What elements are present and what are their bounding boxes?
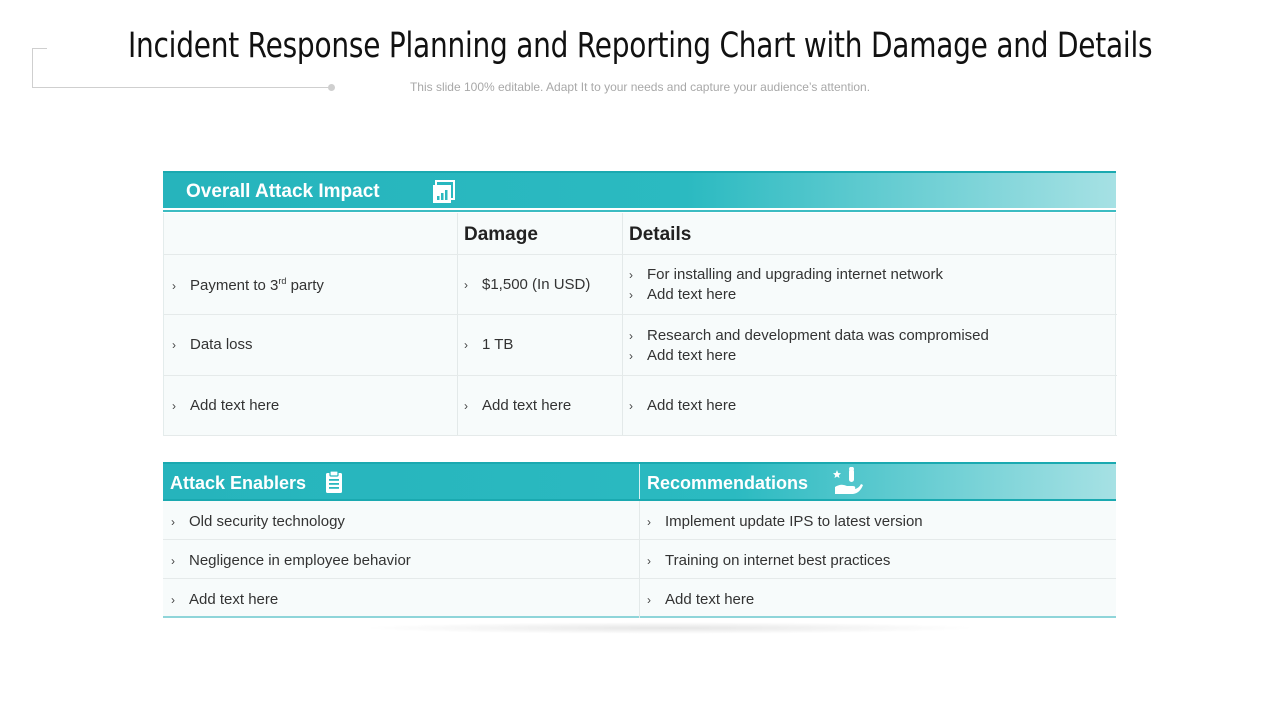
chevron-right-icon: › <box>647 554 651 568</box>
recommendation-text: Add text here <box>665 591 755 608</box>
row-divider <box>164 435 1117 436</box>
column-divider <box>457 213 458 436</box>
column-divider <box>622 213 623 436</box>
recommendation-item <box>647 552 890 569</box>
enabler-text: Old security technology <box>189 513 345 530</box>
impact-item-text: Add text here <box>190 397 280 414</box>
row-divider <box>163 578 1116 579</box>
chevron-right-icon: › <box>629 349 633 363</box>
column-header-damage: Damage <box>464 224 538 245</box>
enabler-item <box>171 591 278 608</box>
recommendations-header-title: Recommendations <box>647 473 809 493</box>
chevron-right-icon: › <box>171 554 175 568</box>
column-header-details: Details <box>629 224 692 245</box>
column-divider <box>639 501 640 618</box>
chevron-right-icon: › <box>464 278 468 292</box>
recommendation-item <box>647 591 754 608</box>
chevron-right-icon: › <box>629 288 633 302</box>
recommendation-item <box>647 513 923 530</box>
impact-header-bar <box>163 171 1116 208</box>
enabler-text: Negligence in employee behavior <box>189 552 411 569</box>
clipboard-icon <box>324 470 344 499</box>
header-column-divider <box>639 464 640 499</box>
details-cell <box>629 265 943 305</box>
chevron-right-icon: › <box>172 399 176 413</box>
chevron-right-icon: › <box>464 338 468 352</box>
enabler-item <box>171 552 411 569</box>
details-line <box>629 326 989 346</box>
chevron-right-icon: › <box>171 593 175 607</box>
impact-header-underline <box>163 210 1116 212</box>
details-cell <box>629 397 736 414</box>
impact-item-text: Payment to 3 <box>190 277 279 294</box>
recommendation-text: Training on internet best practices <box>665 552 891 569</box>
impact-item-text-suffix: party <box>286 277 324 294</box>
enabler-text: Add text here <box>189 591 279 608</box>
chevron-right-icon: › <box>647 593 651 607</box>
row-divider <box>164 254 1117 255</box>
damage-value: Add text here <box>482 397 572 414</box>
slide-title: Incident Response Planning and Reporting Chart with Damage and Details <box>128 26 1153 66</box>
chevron-right-icon: › <box>629 399 633 413</box>
damage-value: 1 TB <box>482 336 514 353</box>
details-text: Add text here <box>647 347 737 364</box>
row-divider <box>164 314 1117 315</box>
chevron-right-icon: › <box>647 515 651 529</box>
row-divider <box>164 375 1117 376</box>
chevron-right-icon: › <box>629 268 633 282</box>
impact-item-cell <box>172 397 279 414</box>
details-cell <box>629 326 989 366</box>
impact-table <box>163 213 1116 436</box>
details-text: Add text here <box>647 286 737 303</box>
details-line <box>629 265 943 285</box>
chevron-right-icon: › <box>464 399 468 413</box>
ordinal-superscript: rd <box>278 276 287 286</box>
damage-value: $1,500 (In USD) <box>482 276 591 293</box>
details-text: Add text here <box>647 397 737 414</box>
chevron-right-icon: › <box>171 515 175 529</box>
slide-subtitle: This slide 100% editable. Adapt It to your needs and capture your audience’s attention. <box>409 80 871 94</box>
enabler-item <box>171 513 345 530</box>
chevron-right-icon: › <box>172 338 176 352</box>
chevron-right-icon: › <box>629 329 633 343</box>
details-text: For installing and upgrading internet network <box>647 266 944 283</box>
enablers-recommendations-header-bar <box>163 462 1116 501</box>
details-line <box>629 346 989 366</box>
enablers-header-title: Attack Enablers <box>170 473 307 493</box>
damage-cell <box>464 397 571 414</box>
damage-cell <box>464 276 590 293</box>
impact-item-cell <box>172 336 253 353</box>
details-text: Research and development data was compromised <box>647 327 989 344</box>
hand-with-stars-icon <box>833 467 863 502</box>
enablers-recommendations-table <box>163 501 1116 618</box>
recommendation-text: Implement update IPS to latest version <box>665 513 923 530</box>
chevron-right-icon: › <box>172 279 176 293</box>
row-divider <box>163 539 1116 540</box>
decorative-corner-line-top <box>32 48 47 49</box>
impact-header-title: Overall Attack Impact <box>186 181 380 202</box>
impact-item-cell <box>172 276 324 294</box>
impact-item-text: Data loss <box>190 336 253 353</box>
table-shadow <box>360 622 980 634</box>
damage-cell <box>464 336 513 353</box>
bar-chart-icon <box>431 179 457 210</box>
details-line <box>629 285 943 305</box>
